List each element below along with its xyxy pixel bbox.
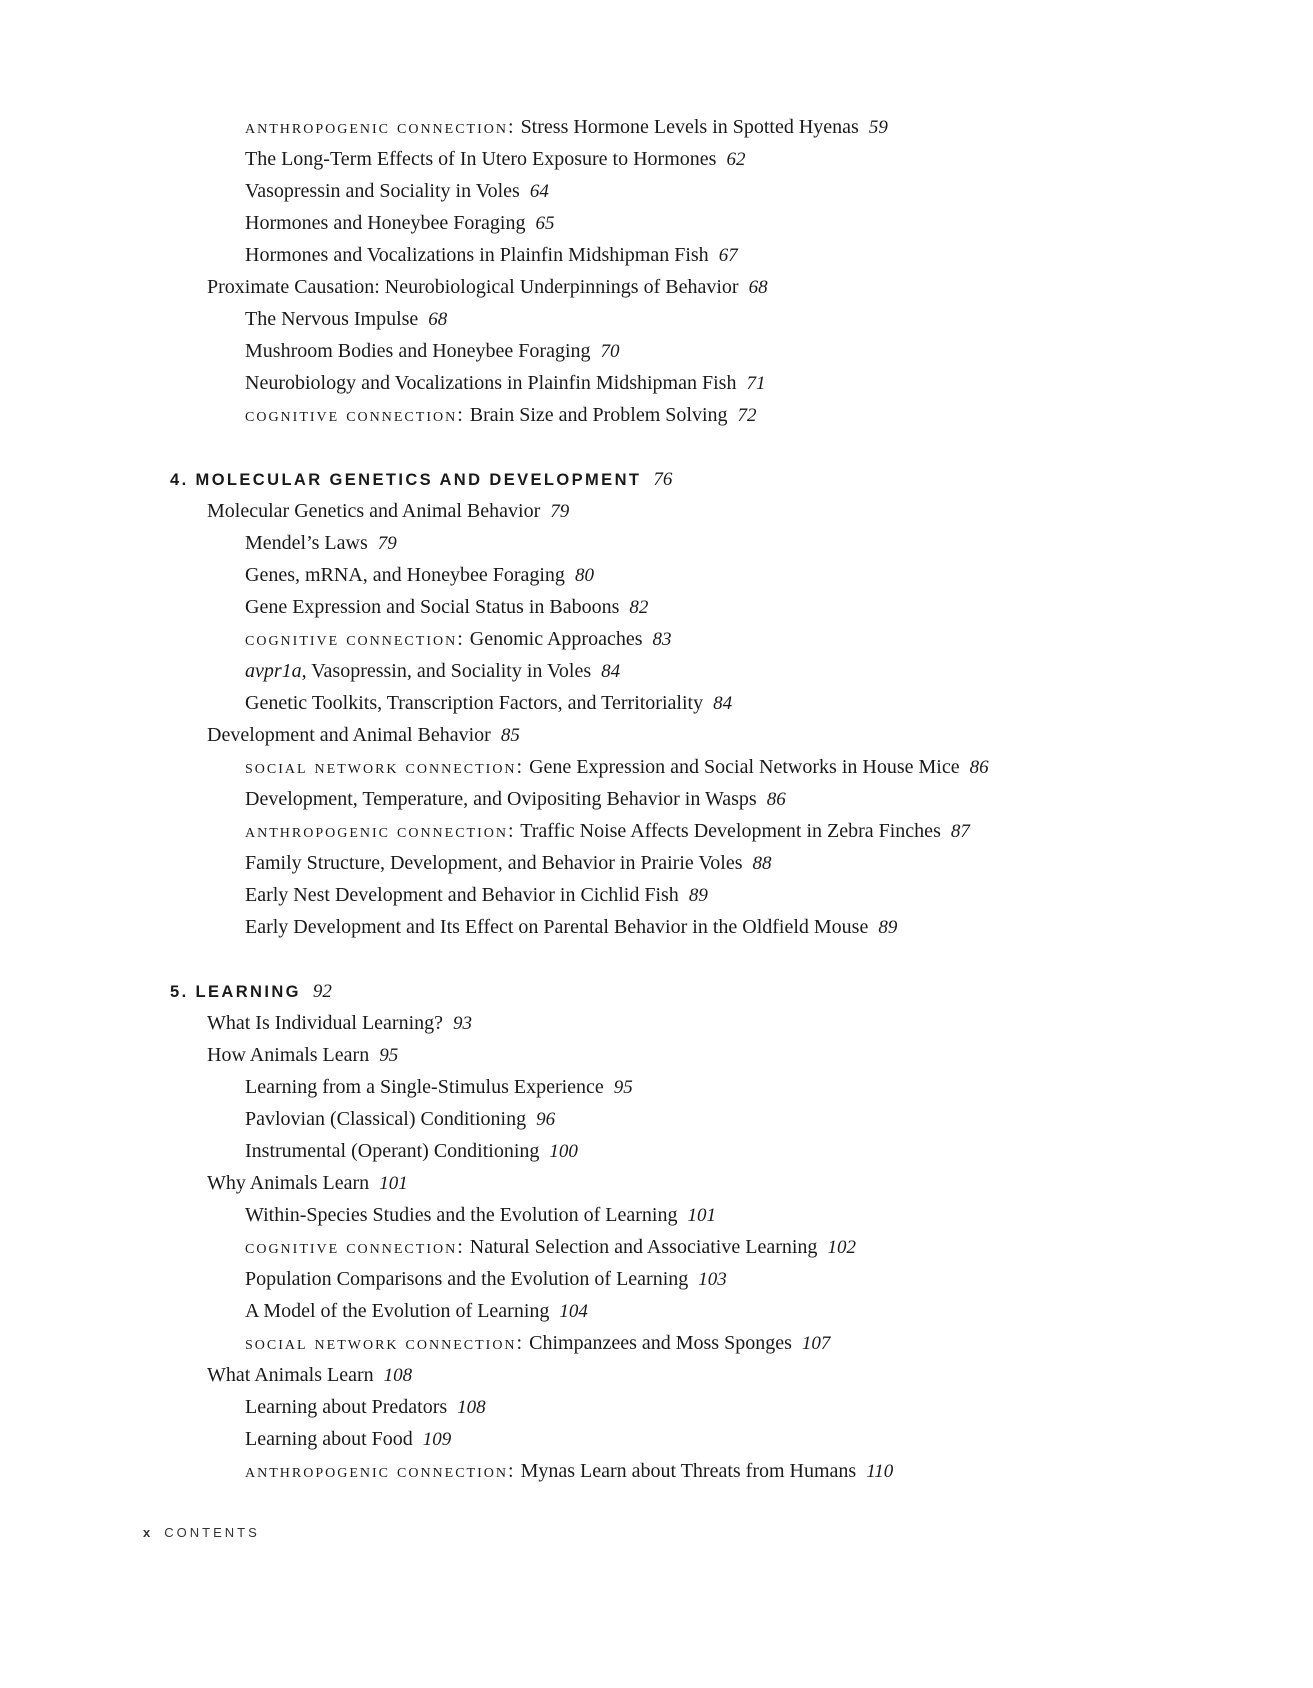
entry-title: Mynas Learn about Threats from Humans [515, 1460, 857, 1482]
entry-page: 65 [535, 213, 555, 234]
toc-entry [245, 117, 888, 137]
entry-page: 88 [752, 853, 772, 874]
toc-entry [245, 1205, 716, 1225]
entry-page: 84 [601, 661, 621, 682]
entry-page: 101 [379, 1173, 408, 1194]
entry-title: Early Nest Development and Behavior in Cichlid Fish [245, 884, 679, 906]
toc-entry [245, 629, 672, 649]
chapter-page: 76 [653, 469, 673, 490]
toc-entry [245, 1237, 856, 1257]
entry-title: Development, Temperature, and Ovipositing Behavior in Wasps [245, 788, 757, 810]
entry-title: Chimpanzees and Moss Sponges [524, 1332, 792, 1354]
toc-entry [245, 597, 648, 617]
entry-title: Family Structure, Development, and Behavior in Prairie Voles [245, 852, 743, 874]
toc-entry [245, 1461, 893, 1481]
entry-title: What Is Individual Learning? [207, 1012, 444, 1034]
entry-title: Stress Hormone Levels in Spotted Hyenas [515, 116, 859, 138]
entry-tag: anthropogenic connection: [245, 1460, 516, 1482]
folio-number: x [143, 1525, 151, 1540]
entry-page: 95 [379, 1045, 399, 1066]
toc-entry [245, 1109, 555, 1129]
entry-page: 80 [574, 565, 594, 586]
entry-page: 64 [529, 181, 549, 202]
toc-entry [245, 533, 397, 553]
entry-title: Proximate Causation: Neurobiological Underpinnings of Behavior [207, 276, 739, 298]
entry-tag: cognitive connection: [245, 628, 465, 650]
entry-page: 87 [950, 821, 970, 842]
toc-entry [245, 1333, 830, 1353]
entry-tag: social network connection: [245, 756, 525, 778]
entry-title: A Model of the Evolution of Learning [245, 1300, 550, 1322]
entry-title: Genetic Toolkits, Transcription Factors, and Territoriality [245, 692, 704, 714]
toc-entry [207, 501, 569, 521]
toc-entry [207, 1013, 472, 1033]
toc-entry [245, 853, 772, 873]
entry-title: Traffic Noise Affects Development in Zebra Finches [515, 820, 941, 842]
toc-entry [245, 1301, 588, 1321]
entry-page: 67 [718, 245, 738, 266]
entry-tag: cognitive connection: [245, 404, 465, 426]
toc-entry [245, 213, 555, 233]
entry-title: Early Development and Its Effect on Parental Behavior in the Oldfield Mouse [245, 916, 869, 938]
entry-page: 62 [726, 149, 746, 170]
entry-title: Population Comparisons and the Evolution of Learning [245, 1268, 689, 1290]
entry-page: 82 [629, 597, 649, 618]
entry-page: 93 [453, 1013, 473, 1034]
entry-title: Brain Size and Problem Solving [464, 404, 728, 426]
entry-title: What Animals Learn [207, 1364, 374, 1386]
toc-entry [245, 245, 738, 265]
chapter-heading [170, 470, 672, 489]
toc-entry [245, 373, 765, 393]
chapter-title: 5. LEARNING [170, 983, 301, 1001]
entry-page: 79 [377, 533, 397, 554]
entry-page: 89 [688, 885, 708, 906]
entry-title: Gene Expression and Social Networks in House Mice [524, 756, 960, 778]
entry-title: Mushroom Bodies and Honeybee Foraging [245, 340, 591, 362]
entry-title: , Vasopressin, and Sociality in Voles [301, 660, 592, 682]
toc-entry [245, 181, 549, 201]
toc-entry [245, 1269, 727, 1289]
toc-entry [245, 341, 620, 361]
entry-title: Hormones and Vocalizations in Plainfin Midshipman Fish [245, 244, 709, 266]
entry-page: 86 [766, 789, 786, 810]
toc-entry [245, 885, 708, 905]
entry-title: Within-Species Studies and the Evolution of Learning [245, 1204, 678, 1226]
entry-page: 70 [600, 341, 620, 362]
chapter-page: 92 [312, 981, 332, 1002]
entry-page: 102 [827, 1237, 856, 1258]
toc-entry [245, 1397, 486, 1417]
entry-page: 72 [737, 405, 757, 426]
entry-title: Development and Animal Behavior [207, 724, 491, 746]
toc-entry [207, 1173, 408, 1193]
entry-page: 109 [422, 1429, 452, 1450]
toc-entry [245, 1429, 451, 1449]
entry-page: 110 [866, 1461, 894, 1482]
toc-entry [245, 757, 989, 777]
entry-page: 103 [698, 1269, 727, 1290]
entry-title: Molecular Genetics and Animal Behavior [207, 500, 541, 522]
entry-tag: anthropogenic connection: [245, 116, 516, 138]
entry-title: Learning about Predators [245, 1396, 448, 1418]
entry-title: The Nervous Impulse [245, 308, 419, 330]
entry-tag: anthropogenic connection: [245, 820, 516, 842]
entry-page: 71 [746, 373, 766, 394]
entry-page: 68 [428, 309, 448, 330]
entry-title: Instrumental (Operant) Conditioning [245, 1140, 540, 1162]
entry-title: Pavlovian (Classical) Conditioning [245, 1108, 527, 1130]
toc-entry [245, 661, 620, 681]
toc-entry [245, 917, 897, 937]
entry-title: Natural Selection and Associative Learning [464, 1236, 818, 1258]
entry-title: Neurobiology and Vocalizations in Plainfin Midshipman Fish [245, 372, 737, 394]
entry-page: 95 [613, 1077, 633, 1098]
toc-entry [245, 821, 970, 841]
entry-page: 108 [383, 1365, 413, 1386]
running-head: CONTENTS [164, 1525, 260, 1540]
entry-title: Vasopressin and Sociality in Voles [245, 180, 520, 202]
entry-title: Learning about Food [245, 1428, 413, 1450]
page-footer [143, 1525, 260, 1540]
toc-entry [245, 405, 757, 425]
entry-title: How Animals Learn [207, 1044, 370, 1066]
entry-page: 104 [559, 1301, 588, 1322]
entry-page: 100 [549, 1141, 578, 1162]
toc-entry [207, 1045, 398, 1065]
entry-page: 85 [500, 725, 520, 746]
toc-entry [245, 789, 786, 809]
entry-page: 96 [536, 1109, 556, 1130]
toc-entry [207, 1365, 412, 1385]
entry-title: Mendel’s Laws [245, 532, 368, 554]
entry-title: Genes, mRNA, and Honeybee Foraging [245, 564, 565, 586]
entry-page: 59 [868, 117, 888, 138]
toc-entry [245, 565, 594, 585]
toc-entry [245, 693, 732, 713]
entry-title: Genomic Approaches [464, 628, 643, 650]
entry-page: 79 [550, 501, 570, 522]
entry-page: 107 [801, 1333, 831, 1354]
entry-page: 101 [687, 1205, 716, 1226]
entry-page: 83 [652, 629, 672, 650]
entry-page: 86 [969, 757, 989, 778]
entry-title: Gene Expression and Social Status in Baboons [245, 596, 620, 618]
entry-page: 84 [713, 693, 733, 714]
toc-entry [207, 277, 768, 297]
entry-title: Learning from a Single-Stimulus Experience [245, 1076, 604, 1098]
toc-entry [245, 309, 447, 329]
chapter-title: 4. MOLECULAR GENETICS AND DEVELOPMENT [170, 471, 642, 489]
gene-name: avpr1a [245, 660, 302, 682]
toc-entry [245, 1141, 578, 1161]
toc-entry [245, 1077, 633, 1097]
entry-page: 89 [878, 917, 898, 938]
entry-title: The Long-Term Effects of In Utero Exposure to Hormones [245, 148, 717, 170]
toc-entry [245, 149, 745, 169]
entry-title: Hormones and Honeybee Foraging [245, 212, 526, 234]
entry-tag: social network connection: [245, 1332, 525, 1354]
entry-tag: cognitive connection: [245, 1236, 465, 1258]
entry-page: 108 [457, 1397, 486, 1418]
entry-page: 68 [748, 277, 768, 298]
chapter-heading [170, 982, 332, 1001]
entry-title: Why Animals Learn [207, 1172, 370, 1194]
toc-entry [207, 725, 520, 745]
